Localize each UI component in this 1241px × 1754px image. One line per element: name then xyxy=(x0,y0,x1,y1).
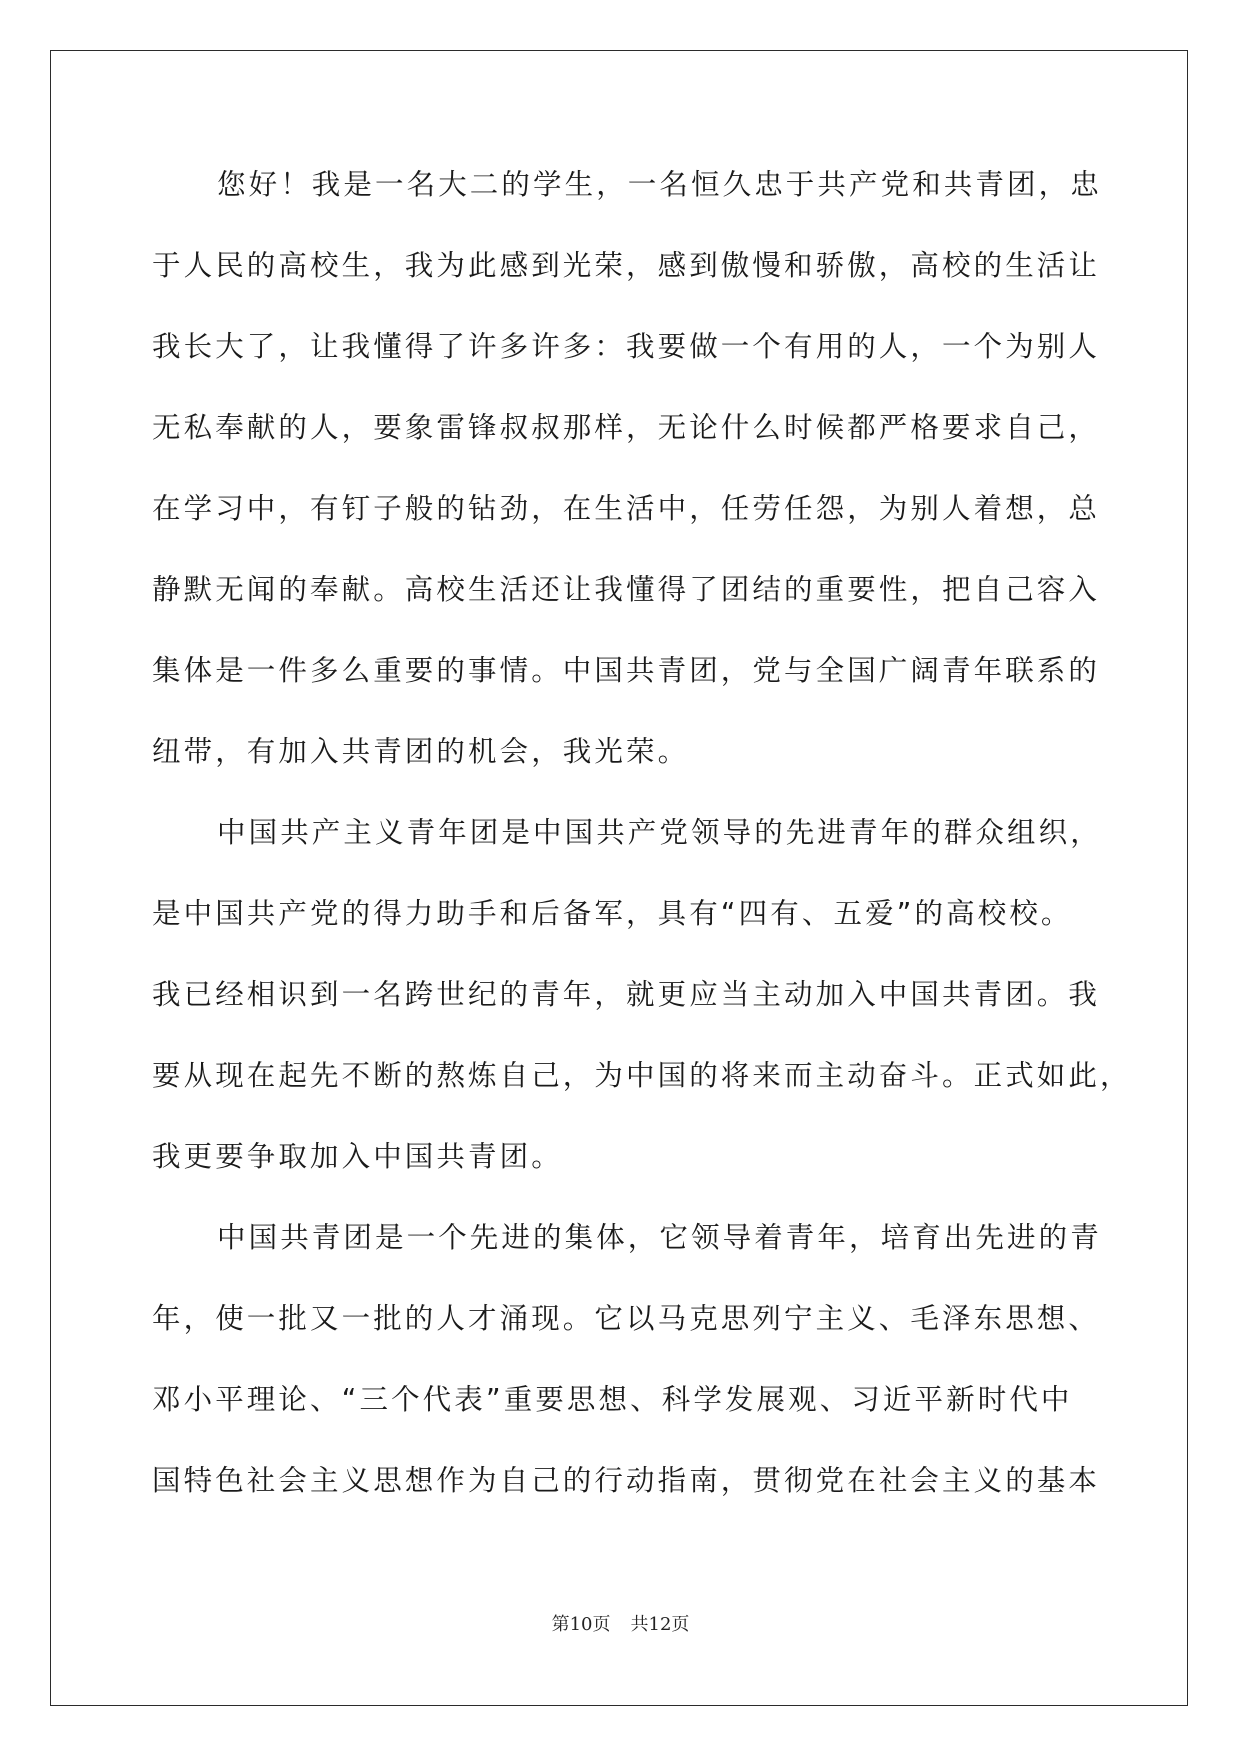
paragraph-2-line-5: 我更要争取加入中国共青团。 xyxy=(152,1140,563,1173)
paragraph-1-line-1: 您好！我是一名大二的学生，一名恒久忠于共产党和共青团，忠 xyxy=(217,168,1102,201)
total-page-count: 共12页 xyxy=(630,1614,690,1635)
paragraph-3-line-3: 邓小平理论、“三个代表”重要思想、科学发展观、习近平新时代中 xyxy=(152,1383,1073,1416)
page-footer xyxy=(0,1610,1241,1636)
paragraph-2-line-2: 是中国共产党的得力助手和后备军，具有“四有、五爱”的高校校。 xyxy=(152,897,1073,930)
paragraph-1-line-5: 在学习中，有钉子般的钻劲，在生活中，任劳任怨，为别人着想，总 xyxy=(152,492,1101,525)
paragraph-1-line-8: 纽带，有加入共青团的机会，我光荣。 xyxy=(152,735,690,768)
paragraph-3-line-1: 中国共青团是一个先进的集体，它领导着青年，培育出先进的青 xyxy=(217,1221,1102,1254)
paragraph-1-line-3: 我长大了，让我懂得了许多许多：我要做一个有用的人，一个为别人 xyxy=(152,330,1101,363)
paragraph-1-line-4: 无私奉献的人，要象雷锋叔叔那样，无论什么时候都严格要求自己， xyxy=(152,411,1101,444)
paragraph-1-line-7: 集体是一件多么重要的事情。中国共青团，党与全国广阔青年联系的 xyxy=(152,654,1101,687)
document-body xyxy=(152,160,1132,1537)
paragraph-1-line-2: 于人民的高校生，我为此感到光荣，感到傲慢和骄傲，高校的生活让 xyxy=(152,249,1101,282)
paragraph-2-line-1: 中国共产主义青年团是中国共产党领导的先进青年的群众组织， xyxy=(217,816,1102,849)
current-page-number: 第10页 xyxy=(551,1614,611,1635)
paragraph-2-line-4: 要从现在起先不断的熬炼自己，为中国的将来而主动奋斗。正式如此， xyxy=(152,1059,1132,1092)
paragraph-3-line-2: 年，使一批又一批的人才涌现。它以马克思列宁主义、毛泽东思想、 xyxy=(152,1302,1101,1335)
paragraph-1-line-6: 静默无闻的奉献。高校生活还让我懂得了团结的重要性，把自己容入 xyxy=(152,573,1101,606)
paragraph-3-line-4: 国特色社会主义思想作为自己的行动指南，贯彻党在社会主义的基本 xyxy=(152,1464,1101,1497)
paragraph-2-line-3: 我已经相识到一名跨世纪的青年，就更应当主动加入中国共青团。我 xyxy=(152,978,1101,1011)
